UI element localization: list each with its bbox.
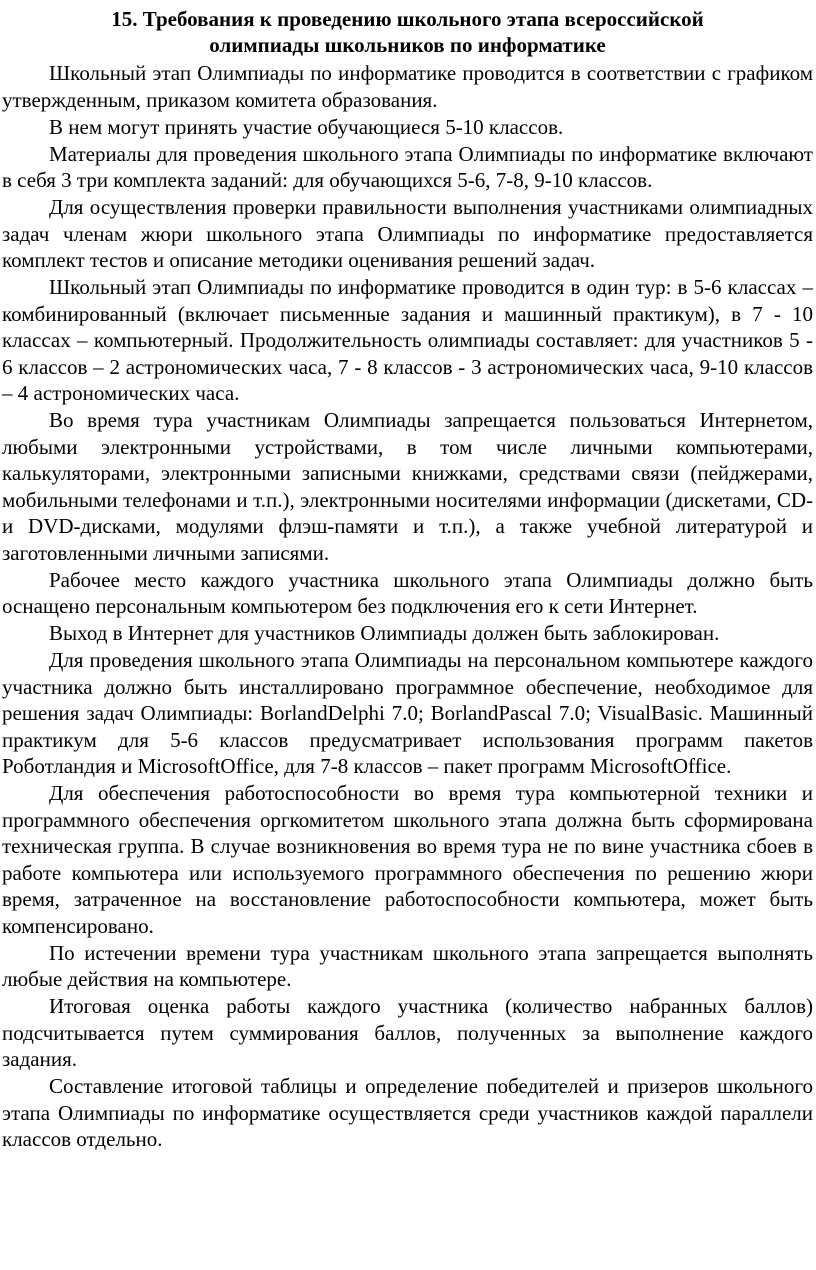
- paragraph-winners: Составление итоговой таблицы и определение победителей и призеров школьного этапа Олимпиады по информатике осуществляется среди участников каждой параллели классов отдельно.: [2, 1074, 813, 1151]
- paragraph-software: Для проведения школьного этапа Олимпиады на персональном компьютере каждого участника должно быть инсталлировано программное обеспечение, необходимое для решения задач Олимпиады: BorlandDelphi 7.0; BorlandPascal 7.0; VisualBasic. Машинный практикум для 5-6 классов предусматривает использования программ пакетов Роботландия и MicrosoftOffice, для 7-8 классов – пакет программ MicrosoftOffice.: [2, 648, 813, 778]
- paragraph-workplace: Рабочее место каждого участника школьного этапа Олимпиады должно быть оснащено персональным компьютером без подключения его к сети Интернет.: [2, 567, 813, 618]
- paragraph-internet-blocked: Выход в Интернет для участников Олимпиады должен быть заблокирован.: [49, 621, 720, 645]
- paragraph-tour-format: Школьный этап Олимпиады по информатике проводится в один тур: в 5-6 классах – комбинированный (включает письменные задания и машинный практикум), в 7 - 10 классах – компьютерный. Продолжительность олимпиады составляет: для участников 5 - 6 классов – 2 астрономических часа, 7 - 8 классов - 3 астрономических часа, 9-10 классов – 4 астрономических часа.: [2, 275, 813, 405]
- paragraph-tech-group: Для обеспечения работоспособности во время тура компьютерной техники и программного обеспечения оргкомитетом школьного этапа должна быть сформирована техническая группа. В случае возникновения во время тура не по вине участника сбоев в работе компьютера или используемого программного обеспечения по решению жюри время, затраченное на восстановление работоспособности компьютера, может быть компенсировано.: [2, 781, 813, 938]
- page-title: [2, 6, 813, 58]
- paragraph-schedule: Школьный этап Олимпиады по информатике проводится в соответствии с графиком утвержденным, приказом комитета образования.: [2, 61, 813, 112]
- paragraph-time-expiry: По истечении времени тура участникам школьного этапа запрещается выполнять любые действия на компьютере.: [2, 940, 813, 991]
- paragraph-prohibitions: Во время тура участникам Олимпиады запрещается пользоваться Интернетом, любыми электронными устройствами, в том числе личными компьютерами, калькуляторами, электронными записными книжками, средствами связи (пейджерами, мобильными телефонами и т.п.), электронными носителями информации (дискетами, CD- и DVD-дисками, модулями флэш-памяти и т.п.), а также учебной литературой и заготовленными личными записями.: [2, 408, 813, 565]
- paragraph-jury-tests: Для осуществления проверки правильности выполнения участниками олимпиадных задач членам жюри школьного этапа Олимпиады по информатике предоставляется комплект тестов и описание методики оценивания решений задач.: [2, 195, 813, 272]
- title-line-2: олимпиады школьников по информатике: [209, 33, 606, 57]
- paragraph-final-score: Итоговая оценка работы каждого участника (количество набранных баллов) подсчитывается путем суммирования баллов, полученных за выполнение каждого задания.: [2, 994, 813, 1071]
- title-line-1: 15. Требования к проведению школьного этапа всероссийской: [111, 7, 704, 31]
- paragraph-participants: В нем могут принять участие обучающиеся 5-10 классов.: [49, 114, 564, 139]
- paragraph-materials: Материалы для проведения школьного этапа Олимпиады по информатике включают в себя 3 три комплекта заданий: для обучающихся 5-6, 7-8, 9-10 классов.: [2, 141, 813, 192]
